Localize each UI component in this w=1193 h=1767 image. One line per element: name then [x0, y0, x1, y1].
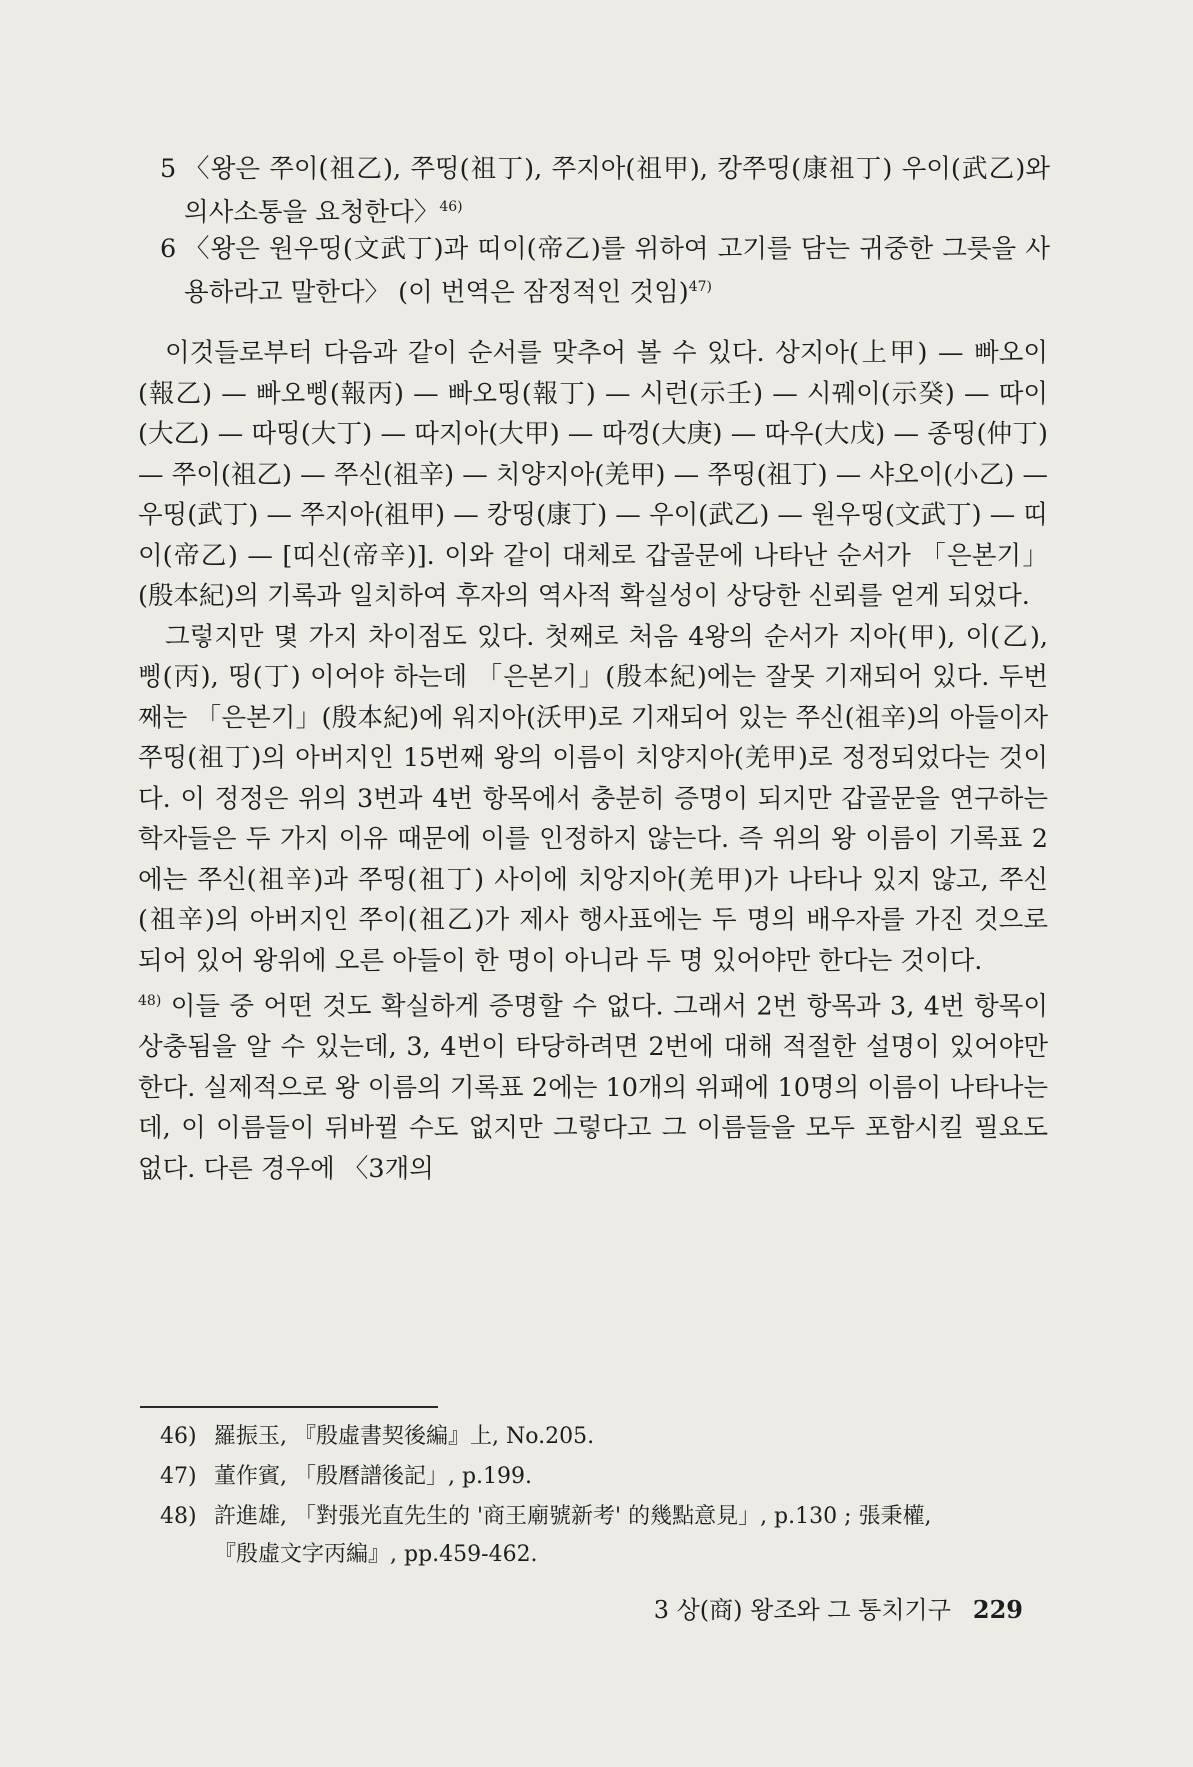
footnote-divider [140, 1406, 438, 1408]
footnote-48 [160, 1498, 1060, 1574]
quoted-item-6 [160, 230, 1050, 312]
item-number: 5 [160, 154, 177, 184]
item-text: 〈왕은 쭈이(祖乙), 쭈띵(祖丁), 쭈지아(祖甲), 캉쭈띵(康祖丁) 우이(武乙)와 의사소통을 요청한다〉 [184, 154, 1050, 228]
item-number: 6 [160, 234, 177, 264]
footnote-number: 48) [160, 1504, 197, 1529]
footnote-text: 董作賓, 「殷曆譜後記」, p.199. [214, 1464, 533, 1489]
quoted-item-5 [160, 150, 1050, 232]
footnote-text-line2: 『殷虛文字丙編』, pp.459-462. [214, 1542, 538, 1567]
paragraph-2-continued [138, 981, 1048, 1189]
paragraph-1: 이것들로부터 다음과 같이 순서를 맞추어 볼 수 있다. 상지아(上甲) — 빠오이(報乙) — 빠오삥(報丙) — 빠오띵(報丁) — 시런(示壬) — 시꿰이(示癸) — 따이(大乙) — 따띵(大丁) — 따지아(大甲) — 따껑(大庚) — 따우(大戊) — 종띵(仲丁) — 쭈이(祖乙) — 쭈신(祖辛) — 치양지아(羌甲) — 쭈띵(祖丁) — 샤오이(小乙) — 우띵(武丁) — 쭈지아(祖甲) — 캉띵(康丁) — 우이(武乙) — 원우띵(文武丁) — 띠이(帝乙) — [띠신(帝辛)]. 이와 같이 대체로 갑골문에 나타난 순서가 「은본기」(殷本紀)의 기록과 일치하여 후자의 역사적 확실성이 상당한 신뢰를 얻게 되었다. [138, 338, 1048, 611]
chapter-title: 3 상(商) 왕조와 그 통치기구 [653, 1596, 951, 1624]
paragraph-3-text: 이들 중 어떤 것도 확실하게 증명할 수 없다. 그래서 2번 항목과 3, 4번 항목이 상충됨을 알 수 있는데, 3, 4번이 타당하려면 2번에 대해 적절한 설명이 있어야만 한다. 실제적으로 왕 이름의 기록표 2에는 10개의 위패에 10명의 이름이 나타나는데, 이 이름들이 뒤바뀔 수도 없지만 그렇다고 그 이름들을 모두 포함시킬 필요도 없다. 다른 경우에 〈3개의 [138, 991, 1048, 1184]
footnote-ref-47: 47) [688, 279, 712, 295]
footnote-text: 羅振玉, 『殷虛書契後編』上, No.205. [214, 1424, 595, 1449]
main-text [138, 333, 1048, 1189]
paragraph-2: 그렇지만 몇 가지 차이점도 있다. 첫째로 처음 4왕의 순서가 지아(甲), 이(乙), 삥(丙), 띵(丁) 이어야 하는데 「은본기」(殷本紀)에는 잘못 기재되어 있다. 두번째는 「은본기」(殷本紀)에 워지아(沃甲)로 기재되어 있는 쭈신(祖辛)의 아들이자 쭈띵(祖丁)의 아버지인 15번째 왕의 이름이 치양지아(羌甲)로 정정되었다는 것이다. 이 정정은 위의 3번과 4번 항목에서 충분히 증명이 되지만 갑골문을 연구하는 학자들은 두 가지 이유 때문에 이를 인정하지 않는다. 즉 위의 왕 이름이 기록표 2에는 쭈신(祖辛)과 쭈띵(祖丁) 사이에 치앙지아(羌甲)가 나타나 있지 않고, 쭈신(祖辛)의 아버지인 쭈이(祖乙)가 제사 행사표에는 두 명의 배우자를 가진 것으로 되어 있어 왕위에 오른 아들이 한 명이 아니라 두 명 있어야만 한다는 것이다. [138, 621, 1048, 976]
footnote-number: 47) [160, 1464, 197, 1489]
footnote-text-line1: 許進雄, 「對張光直先生的 '商王廟號新考' 的幾點意見」, p.130 ; 張秉權, [214, 1504, 932, 1529]
item-text: 〈왕은 원우띵(文武丁)과 띠이(帝乙)를 위하여 고기를 담는 귀중한 그릇을 사용하라고 말한다〉 (이 번역은 잠정적인 것임) [184, 234, 1050, 308]
footnote-46 [160, 1418, 1060, 1456]
page-number: 229 [972, 1595, 1023, 1624]
footnote-47 [160, 1458, 1060, 1496]
footnote-ref-48: 48) [138, 993, 162, 1009]
footnote-ref-46: 46) [439, 199, 463, 215]
running-footer [654, 1590, 1023, 1625]
footnote-number: 46) [160, 1424, 197, 1449]
